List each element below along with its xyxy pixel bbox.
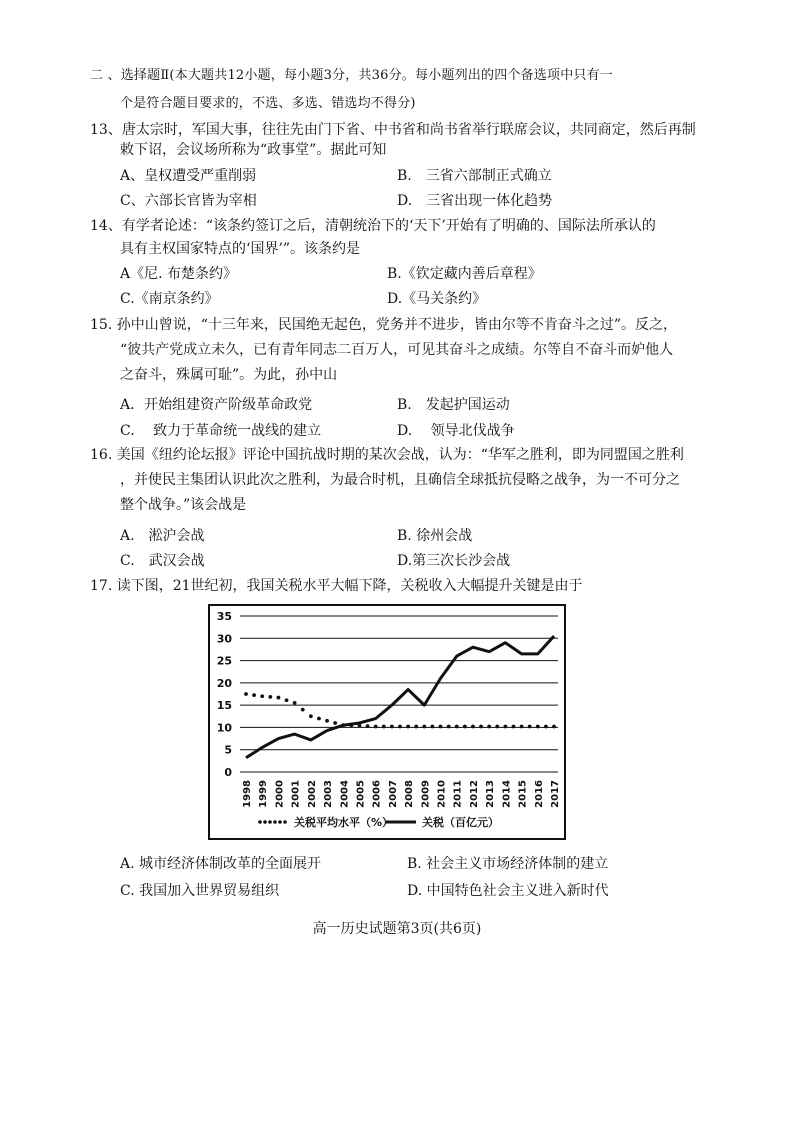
question-13-option-a[interactable]: A、皇权遭受严重削弱 — [120, 168, 257, 184]
question-15-stem-line2: “彼共产党成立未久，已有青年同志二百万人，可见其奋斗之成绩。尔等自不奋斗而妒他人 — [120, 342, 674, 358]
question-17-option-c[interactable]: C. 我国加入世界贸易组织 — [120, 883, 280, 899]
y-tick-label: 10 — [216, 721, 232, 735]
legend-marker-dotted — [283, 820, 287, 824]
tariff-level-dot — [333, 721, 337, 725]
section-header-line2: 个是符合题目要求的，不选、多选、错选均不得分) — [120, 96, 416, 111]
legend-marker-dotted — [258, 820, 262, 824]
x-tick-label: 2015 — [517, 780, 529, 808]
tariff-level-dot — [366, 724, 370, 728]
tariff-level-point — [439, 725, 443, 729]
section-header-line1: 二 、选择题Ⅱ(本大题共12小题，每小题3分，共36分。每小题列出的四个备选项中只有一 — [90, 68, 613, 83]
legend-marker-dotted — [273, 820, 277, 824]
legend-label: 关税（百亿元） — [422, 816, 499, 829]
tariff-level-point — [293, 701, 297, 705]
question-15-option-d[interactable]: D. 领导北伐战争 — [397, 423, 515, 439]
tariff-chart-svg — [208, 604, 566, 840]
tariff-level-dot — [268, 695, 272, 699]
tariff-level-point — [455, 725, 459, 729]
tariff-level-dot — [479, 725, 483, 729]
question-13-option-b[interactable]: B. 三省六部制正式确立 — [397, 168, 552, 184]
tariff-level-dot — [414, 725, 418, 729]
question-16-option-a[interactable]: A. 淞沪会战 — [120, 528, 205, 544]
tariff-level-dot — [252, 693, 256, 697]
x-tick-label: 2014 — [501, 780, 513, 808]
question-17-option-b[interactable]: B. 社会主义市场经济体制的建立 — [407, 856, 609, 872]
x-tick-label: 2007 — [387, 780, 399, 808]
legend-marker-dotted — [268, 820, 272, 824]
tariff-level-dot — [317, 717, 321, 721]
legend-marker-dotted — [278, 820, 282, 824]
tariff-level-dot — [528, 725, 532, 729]
x-tick-label: 2012 — [468, 780, 480, 808]
tariff-level-dot — [301, 708, 305, 712]
tariff-level-dot — [285, 698, 289, 702]
question-13-option-c[interactable]: C、六部长官皆为宰相 — [120, 193, 257, 209]
tariff-level-point — [536, 725, 540, 729]
legend-marker-dotted — [263, 820, 267, 824]
question-14-stem-line1: 14、有学者论述：“该条约签订之后，清朝统治下的‘天下’开始有了明确的、国际法所承认的 — [90, 218, 656, 234]
question-16-stem-line2: ，并使民主集团认识此次之胜利，为最合时机，且确信全球抵抗侵略之战争，为一不可分之 — [120, 472, 680, 488]
x-tick-label: 2001 — [290, 780, 302, 808]
tariff-level-dot — [431, 725, 435, 729]
question-15-stem-line1: 15. 孙中山曾说，“十三年来，民国绝无起色，党务并不进步，皆由尔等不肯奋斗之过”。反之， — [90, 317, 678, 333]
tariff-level-point — [277, 696, 281, 700]
question-16-option-d[interactable]: D.第三次长沙会战 — [397, 553, 511, 569]
tariff-level-dot — [495, 725, 499, 729]
y-tick-label: 15 — [216, 699, 232, 713]
x-tick-label: 2011 — [452, 780, 464, 808]
tariff-level-dot — [463, 725, 467, 729]
question-13-stem-line2: 敕下诏，会议场所称为“政事堂”。据此可知 — [120, 142, 387, 158]
x-tick-label: 2010 — [436, 780, 448, 808]
question-16-stem-line3: 整个战争。”该会战是 — [120, 497, 247, 513]
tariff-level-point — [503, 725, 507, 729]
x-tick-label: 2004 — [339, 780, 351, 808]
tariff-level-point — [520, 725, 524, 729]
question-16-option-c[interactable]: C. 武汉会战 — [120, 553, 205, 569]
x-tick-label: 2009 — [420, 780, 432, 808]
x-tick-label: 2008 — [404, 780, 416, 808]
x-tick-label: 2017 — [550, 780, 561, 808]
question-14-option-b[interactable]: B.《钦定藏内善后章程》 — [387, 266, 542, 282]
tariff-level-point — [374, 725, 378, 729]
x-tick-label: 2003 — [323, 780, 335, 808]
question-13-stem-line1: 13、唐太宗时，军国大事，往往先由门下省、中书省和尚书省举行联席会议，共同商定，然后再制 — [90, 122, 696, 138]
x-tick-label: 2005 — [355, 780, 367, 808]
tariff-level-point — [244, 692, 248, 696]
question-17-option-a[interactable]: A. 城市经济体制改革的全面展开 — [120, 856, 322, 872]
x-tick-label: 2016 — [533, 780, 545, 808]
x-tick-label: 1998 — [242, 780, 253, 808]
question-17-stem-line1: 17. 读下图，21世纪初，我国关税水平大幅下降，关税收入大幅提升关键是由于 — [90, 578, 583, 594]
y-tick-label: 5 — [224, 743, 232, 757]
y-tick-label: 20 — [216, 676, 232, 690]
y-tick-label: 30 — [216, 632, 232, 646]
question-15-stem-line3: 之奋斗，殊属可耻”。为此，孙中山 — [120, 367, 338, 383]
question-14-option-d[interactable]: D.《马关条约》 — [387, 291, 487, 307]
x-tick-label: 2000 — [274, 780, 286, 808]
x-tick-label: 1999 — [258, 780, 270, 808]
legend-label: 关税平均水平（%） — [294, 816, 394, 829]
tariff-chart — [208, 604, 566, 840]
question-14-stem-line2: 具有主权国家特点的‘国界’”。该条约是 — [120, 241, 361, 257]
y-tick-label: 25 — [216, 654, 232, 668]
question-16-stem-line1: 16. 美国《纽约论坛报》评论中国抗战时期的某次会战，认为：“华军之胜利，即为同盟国之胜利 — [90, 447, 684, 463]
question-14-option-c[interactable]: C.《南京条约》 — [120, 291, 219, 307]
y-tick-label: 35 — [216, 610, 232, 623]
question-13-option-d[interactable]: D. 三省出现一体化趋势 — [397, 193, 553, 209]
tariff-level-point — [325, 719, 329, 723]
tariff-level-point — [422, 725, 426, 729]
tariff-level-point — [309, 714, 313, 718]
tariff-level-point — [406, 725, 410, 729]
tariff-level-point — [471, 725, 475, 729]
tariff-level-dot — [512, 725, 516, 729]
question-15-option-a[interactable]: A．开始组建资产阶级革命政党 — [120, 397, 313, 413]
tariff-level-point — [487, 725, 491, 729]
question-17-option-d[interactable]: D. 中国特色社会主义进入新时代 — [407, 883, 609, 899]
question-15-option-c[interactable]: C. 致力于革命统一战线的建立 — [120, 423, 322, 439]
tariff-level-dot — [544, 725, 548, 729]
page-footer: 高一历史试题第3页(共6页) — [312, 921, 482, 937]
question-14-option-a[interactable]: A《尼. 布楚条约》 — [120, 266, 238, 282]
tariff-level-dot — [447, 725, 451, 729]
tariff-level-point — [552, 725, 556, 729]
x-tick-label: 2006 — [371, 780, 383, 808]
question-15-option-b[interactable]: B. 发起护国运动 — [397, 397, 510, 413]
tariff-level-dot — [382, 725, 386, 729]
x-tick-label: 2013 — [485, 780, 497, 808]
tariff-level-point — [260, 694, 264, 698]
x-tick-label: 2002 — [306, 780, 318, 808]
tariff-level-point — [390, 725, 394, 729]
y-tick-label: 0 — [224, 766, 232, 779]
question-16-option-b[interactable]: B. 徐州会战 — [397, 528, 473, 544]
tariff-level-dot — [398, 725, 402, 729]
